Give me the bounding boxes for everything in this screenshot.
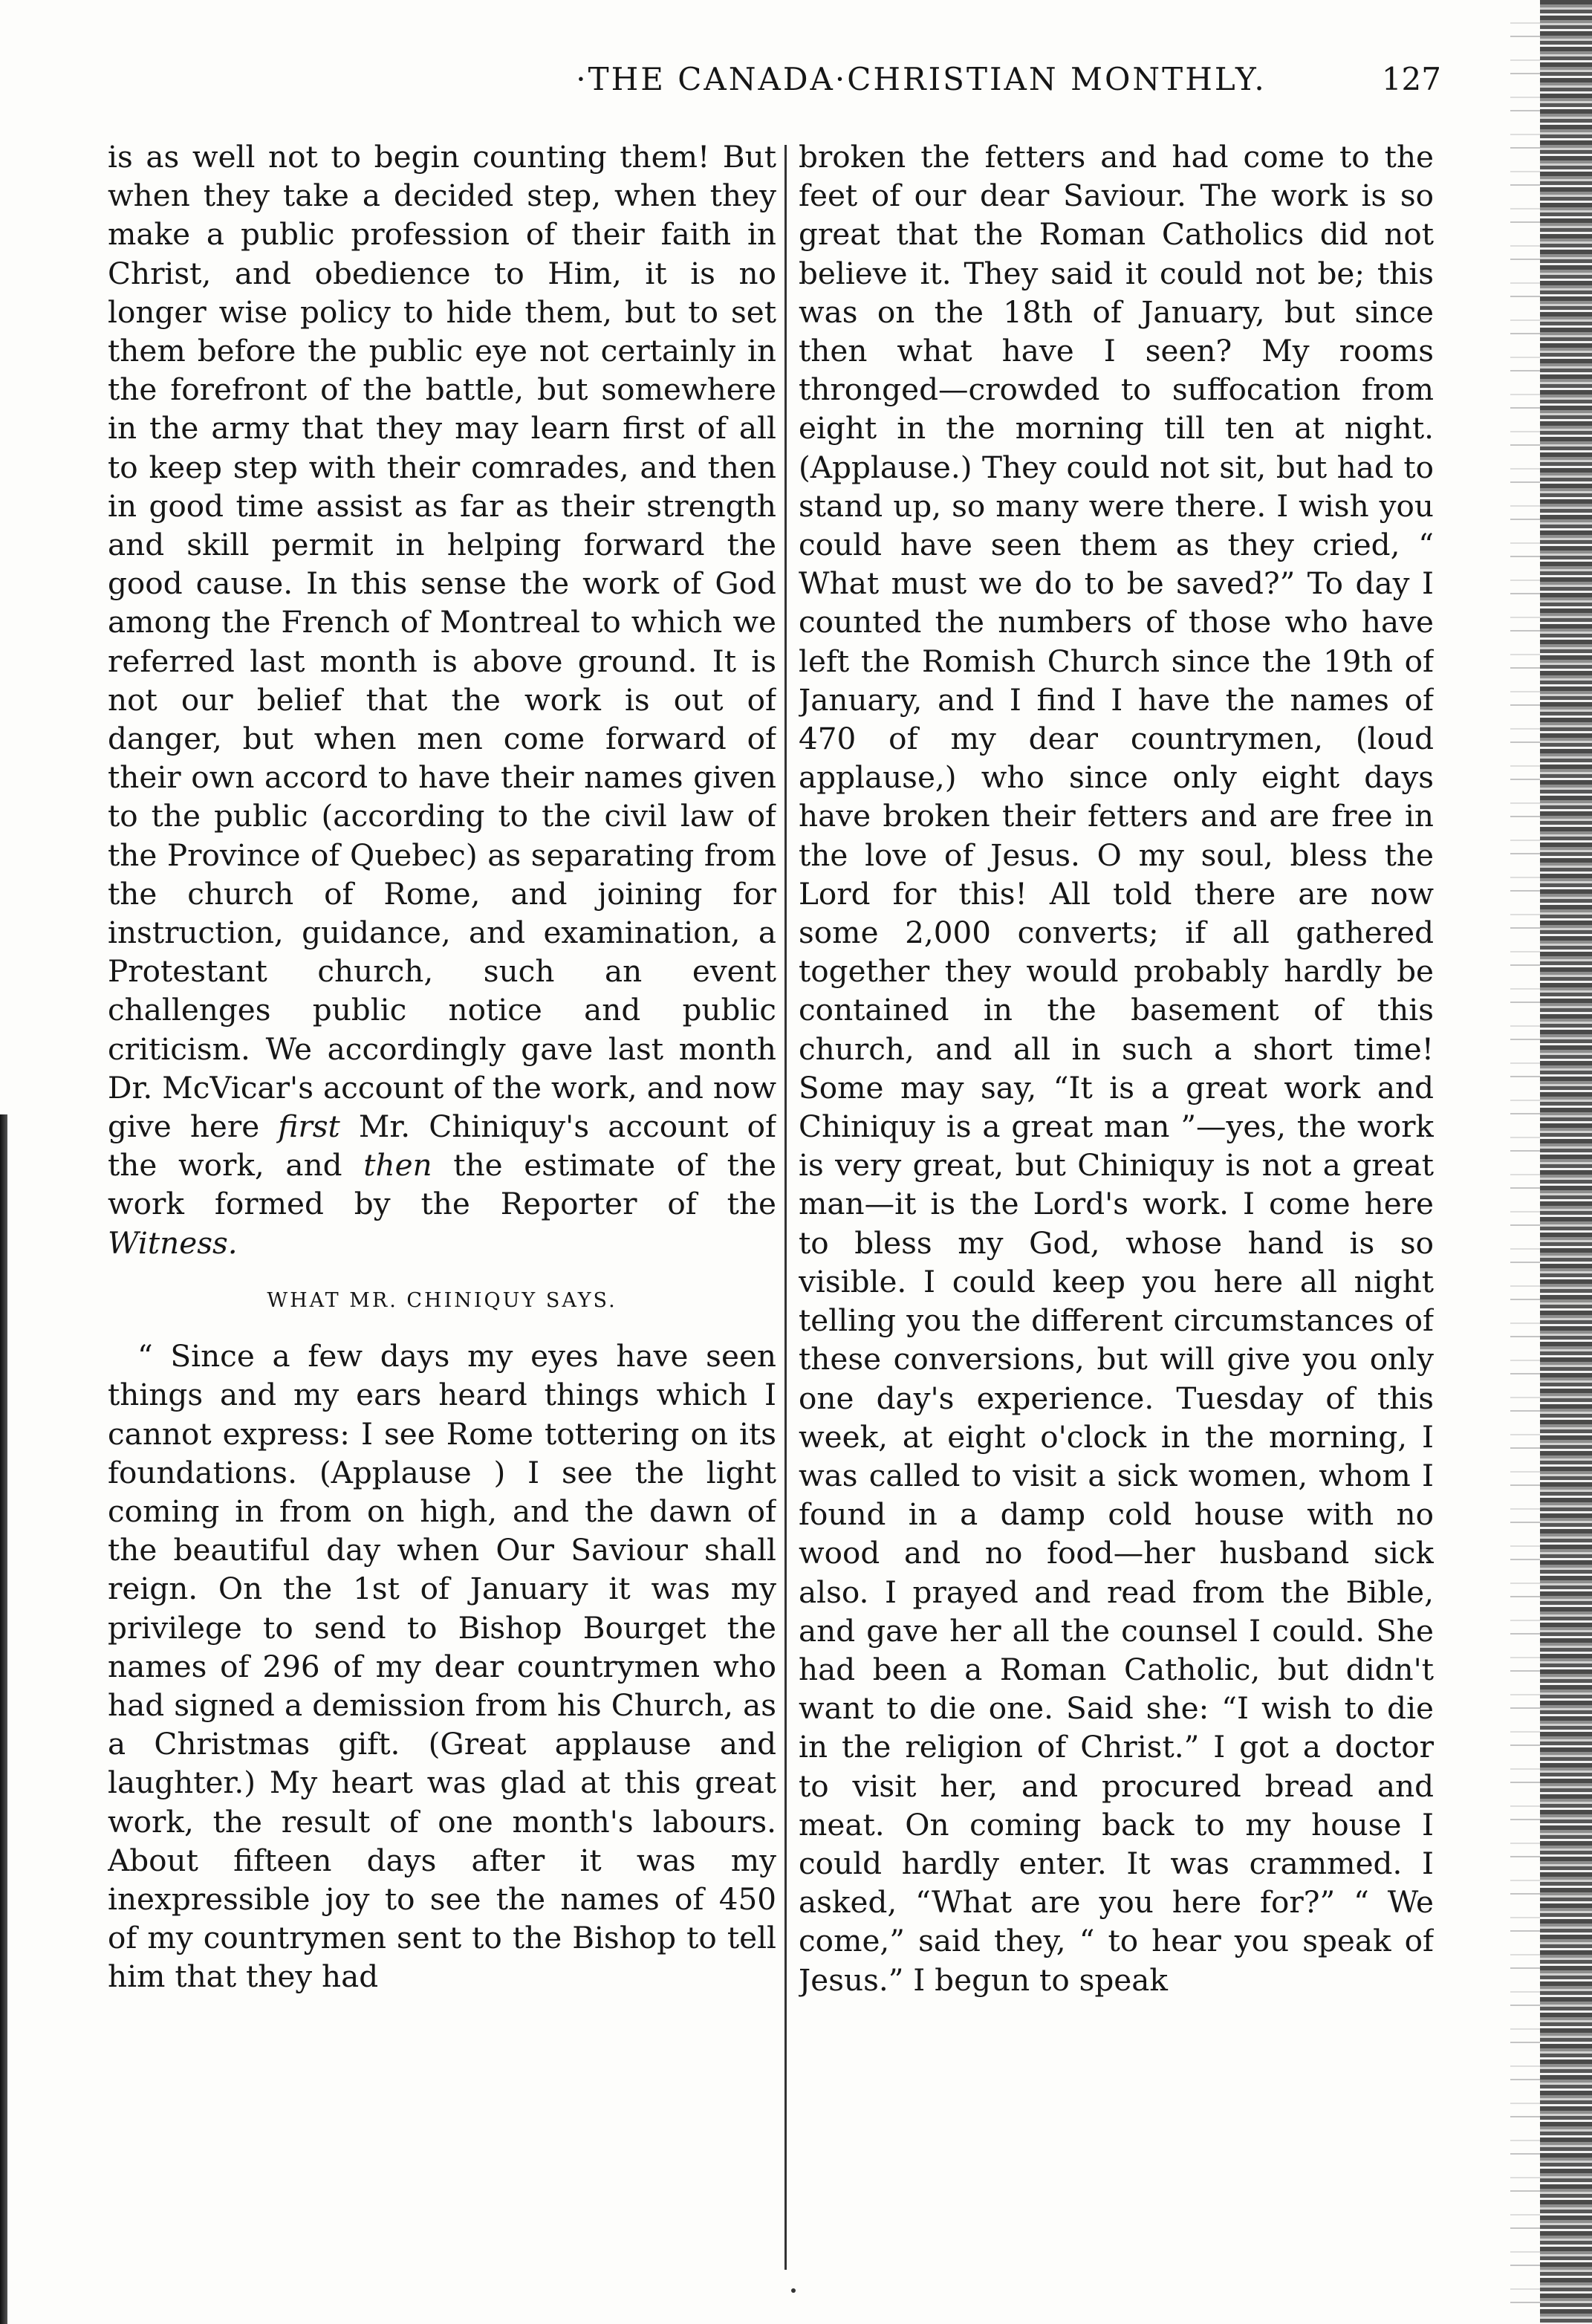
- left-paragraph-1-end: the estimate of the work formed by the Reporter of the: [108, 1147, 776, 1222]
- section-subheading: WHAT MR. CHINIQUY SAYS.: [267, 1288, 617, 1312]
- emphasis-first: first: [278, 1109, 340, 1145]
- right-column: [799, 137, 1434, 2270]
- left-paragraph-1-text: is as well not to begin counting them! But when they take a decided step, when they make a public profession of their faith in Christ, and obedience to Him, it is no longer wise policy to hide them, but to set them before the public eye not certainly in the forefront of the battle, but somewhere in the army that they may learn first of all to keep step with their comrades, and then in good time assist as far as their strength and skill permit in helping forward the good cause. In this sense the work of God among the French of Montreal to which we referred last month is above ground. It is not our belief that the work is out of danger, but when men come forward of their own accord to have their names given to the public (according to the civil law of the Province of Quebec) as separating from the church of Rome, and joining for instruction, guidance, and examination, a Protestant church, such an event challenges public notice and public criticism. We accordingly gave last month Dr. McVicar's account of the work, and now give here: [108, 139, 776, 1145]
- column-divider: [784, 145, 787, 2270]
- emphasis-witness: Witness.: [108, 1224, 238, 1261]
- left-paragraph-1-mid: Mr. Chiniquy's account of the work, and: [108, 1109, 776, 1184]
- right-paragraph-1: broken the fetters and had come to the feet of our dear Saviour. The work is so great that the Roman Catholics did not believe it. They said it could not be; this was on the 18th of January, but since then what have I seen? My rooms thronged—crowded to suffocation from eight in the morning till ten at night. (Applause.) They could not sit, but had to stand up, so many were there. I wish you could have seen them as they cried, “ What must we do to be saved?” To day I counted the numbers of those who have left the Romish Church since the 19th of January, and I find I have the names of 470 of my dear countrymen, (loud applause,) who since only eight days have broken their fetters and are free in the love of Jesus. O my soul, bless the Lord for this! All told there are now some 2,000 converts; if all gathered together they would probably hardly be contained in the basement of this church, and all in such a short time! Some may say, “It is a great work and Chiniquy is a great man ”—yes, the work is very great, but Chiniquy is not a great man—it is the Lord's work. I come here to bless my God, whose hand is so visible. I could keep you here all night telling you the different circumstances of these conversions, but will give you only one day's experience. Tuesday of this week, at eight o'clock in the morning, I was called to visit a sick women, whom I found in a damp cold house with no wood and no food—her husband sick also. I prayed and read from the Bible, and gave her all the counsel I could. She had been a Roman Catholic, but didn't want to die one. Said she: “I wish to die in the religion of Christ.” I got a doctor to visit her, and procured bread and meat. On coming back to my house I could hardly enter. It was crammed. I asked, “What are you here for?” “ We come,” said they, “ to hear you speak of Jesus.” I begun to speak: [799, 139, 1434, 1998]
- left-column: [108, 137, 776, 2270]
- scan-binding-edge: [1540, 0, 1592, 2324]
- scan-edge-shadow: [1510, 0, 1540, 2324]
- emphasis-then: then: [363, 1147, 432, 1184]
- left-paragraph-2: “ Since a few days my eyes have seen things and my ears heard things which I cannot express: I see Rome tottering on its foundations. (Applause ) I see the light coming in from on high, and the dawn of the beautiful day when Our Saviour shall reign. On the 1st of January it was my privilege to send to Bishop Bourget the names of 296 of my dear countrymen who had signed a demission from his Church, as a Christmas gift. (Great applause and laughter.) My heart was glad at this great work, the result of one month's labours. About fifteen days after it was my inexpressible joy to see the names of 450 of my countrymen sent to the Bishop to tell him that they had: [108, 1338, 776, 1995]
- ink-speck: [791, 2288, 796, 2293]
- page-number: 127: [1381, 61, 1441, 97]
- left-paragraph-1: [108, 137, 776, 1262]
- scan-left-edge: [0, 1114, 7, 2324]
- running-header: ·THE CANADA·CHRISTIAN MONTHLY.: [576, 61, 1267, 97]
